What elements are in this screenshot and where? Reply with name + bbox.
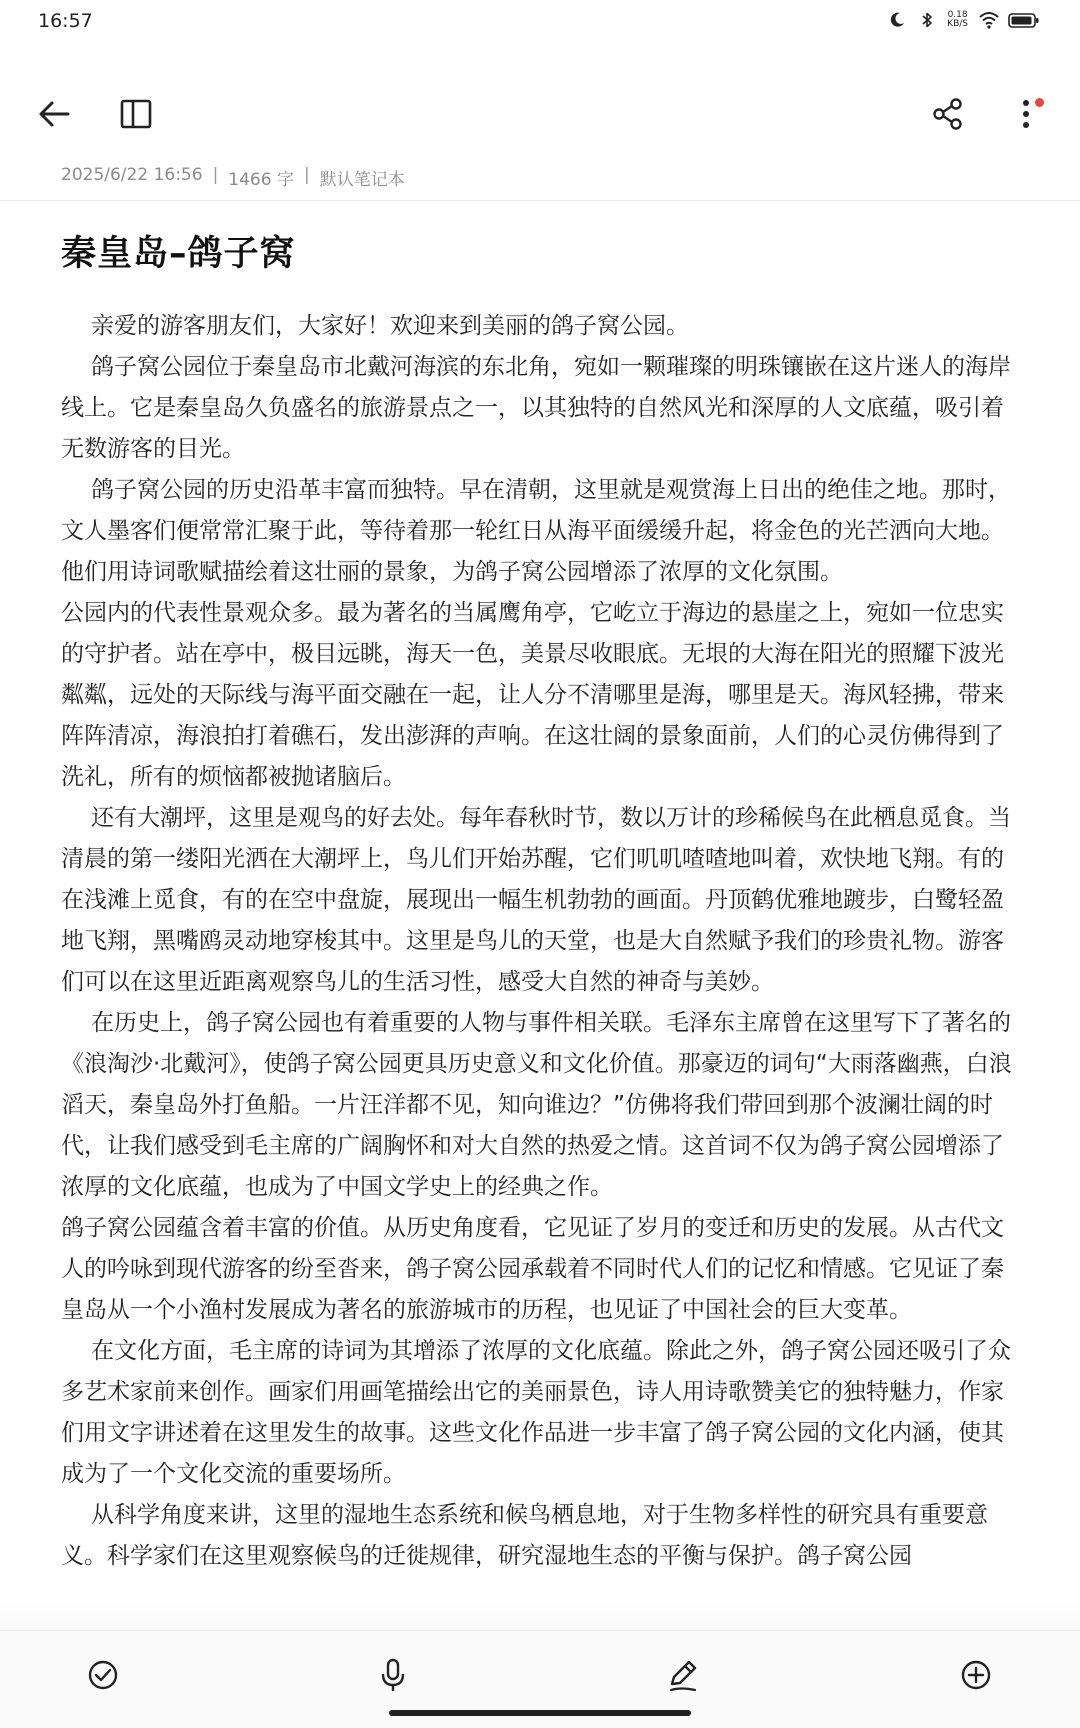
microphone-icon [375, 1657, 411, 1693]
note-paragraph: 在历史上，鸽子窝公园也有着重要的人物与事件相关联。毛泽东主席曾在这里写下了著名的《浪淘沙·北戴河》，使鸽子窝公园更具历史意义和文化价值。那豪迈的词句“大雨落幽燕，白浪滔天，秦皇岛外打鱼船。一片汪洋都不见，知向谁边？”仿佛将我们带回到那个波澜壮阔的时代，让我们感受到毛主席的广阔胸怀和对大自然的热爱之情。这首词不仅为鸽子窝公园增添了浓厚的文化底蕴，也成为了中国文学史上的经典之作。 [61, 1010, 1012, 1200]
meta-separator: | [303, 165, 310, 185]
note-paragraph: 公园内的代表性景观众多。最为著名的当属鹰角亭，它屹立于海边的悬崖之上，宛如一位忠实的守护者。站在亭中，极目远眺，海天一色，美景尽收眼底。无垠的大海在阳光的照耀下波光粼粼，远处的天际线与海平面交融在一起，让人分不清哪里是海，哪里是天。海风轻拂，带来阵阵清凉，海浪拍打着礁石，发出澎湃的声响。在这壮阔的景象面前，人们的心灵仿佛得到了洗礼，所有的烦恼都被抛诸脑后。 [61, 600, 1004, 790]
add-button[interactable] [952, 1651, 1000, 1699]
wifi-icon [978, 10, 998, 30]
note-paragraph: 鸽子窝公园蕴含着丰富的价值。从历史角度看，它见证了岁月的变迁和历史的发展。从古代文人的吟咏到现代游客的纷至沓来，鸽子窝公园承载着不同时代人们的记忆和情感。它见证了秦皇岛从一个小渔村发展成为著名的旅游城市的历程，也见证了中国社会的巨大变革。 [61, 1215, 1004, 1323]
bluetooth-icon [917, 10, 937, 30]
meta-divider [0, 200, 1080, 201]
meta-separator: | [212, 165, 219, 185]
share-button[interactable] [920, 86, 976, 142]
editor-toolbar [0, 78, 1080, 148]
note-title[interactable]: 秦皇岛–鸽子窝 [61, 234, 296, 274]
voice-input-button[interactable] [369, 1651, 417, 1699]
note-word-count: 1466 字 [228, 170, 294, 190]
status-icons [887, 10, 1040, 30]
net-speed [947, 11, 968, 29]
notification-dot [1035, 98, 1044, 107]
status-bar [0, 0, 1080, 44]
note-meta [61, 165, 405, 190]
net-speed-unit: KB/S [947, 19, 968, 29]
add-circle-icon [958, 1657, 994, 1693]
split-layout-button[interactable] [108, 86, 164, 142]
back-button[interactable] [26, 86, 82, 142]
more-options-button[interactable] [998, 86, 1054, 142]
note-paragraph: 鸽子窝公园位于秦皇岛市北戴河海滨的东北角，宛如一颗璀璨的明珠镶嵌在这片迷人的海岸线上。它是秦皇岛久负盛名的旅游景点之一，以其独特的自然风光和深厚的人文底蕴，吸引着无数游客的目光。 [61, 354, 1011, 462]
note-paragraph: 在文化方面，毛主席的诗词为其增添了浓厚的文化底蕴。除此之外，鸽子窝公园还吸引了众多艺术家前来创作。画家们用画笔描绘出它的美丽景色，诗人用诗歌赞美它的独特魅力，作家们用文字讲述着在这里发生的故事。这些文化作品进一步丰富了鸽子窝公园的文化内涵，使其成为了一个文化交流的重要场所。 [61, 1338, 1011, 1487]
split-layout-icon [118, 96, 154, 132]
share-icon [930, 96, 966, 132]
battery-icon [1008, 10, 1040, 30]
moon-icon [887, 10, 907, 30]
handwriting-button[interactable] [659, 1651, 707, 1699]
note-paragraph: 从科学角度来讲，这里的湿地生态系统和候鸟栖息地，对于生物多样性的研究具有重要意义。科学家们在这里观察候鸟的迁徙规律，研究湿地生态的平衡与保护。鸽子窝公园 [61, 1502, 988, 1569]
note-body[interactable] [61, 306, 1021, 1577]
note-datetime: 2025/6/22 16:56 [61, 165, 203, 185]
net-speed-value: 0.18 [947, 10, 968, 20]
note-paragraph: 亲爱的游客朋友们，大家好！欢迎来到美丽的鸽子窝公园。 [91, 313, 689, 339]
note-paragraph: 还有大潮坪，这里是观鸟的好去处。每年春秋时节，数以万计的珍稀候鸟在此栖息觅食。当清晨的第一缕阳光洒在大潮坪上，鸟儿们开始苏醒，它们叽叽喳喳地叫着，欢快地飞翔。有的在浅滩上觅食，有的在空中盘旋，展现出一幅生机勃勃的画面。丹顶鹤优雅地踱步，白鹭轻盈地飞翔，黑嘴鸥灵动地穿梭其中。这里是鸟儿的天堂，也是大自然赋予我们的珍贵礼物。游客们可以在这里近距离观察鸟儿的生活习性，感受大自然的神奇与美妙。 [61, 805, 1011, 995]
home-indicator[interactable] [389, 1710, 691, 1716]
notebook-name[interactable]: 默认笔记本 [319, 170, 405, 190]
checklist-icon [85, 1657, 121, 1693]
pen-icon [665, 1657, 701, 1693]
checklist-button[interactable] [79, 1651, 127, 1699]
note-paragraph: 鸽子窝公园的历史沿革丰富而独特。早在清朝，这里就是观赏海上日出的绝佳之地。那时，文人墨客们便常常汇聚于此，等待着那一轮红日从海平面缓缓升起，将金色的光芒洒向大地。他们用诗词歌赋描绘着这壮丽的景象，为鸽子窝公园增添了浓厚的文化氛围。 [61, 477, 1011, 585]
status-time: 16:57 [38, 10, 93, 32]
bottom-fade [0, 1600, 1080, 1630]
back-arrow-icon [34, 94, 74, 134]
